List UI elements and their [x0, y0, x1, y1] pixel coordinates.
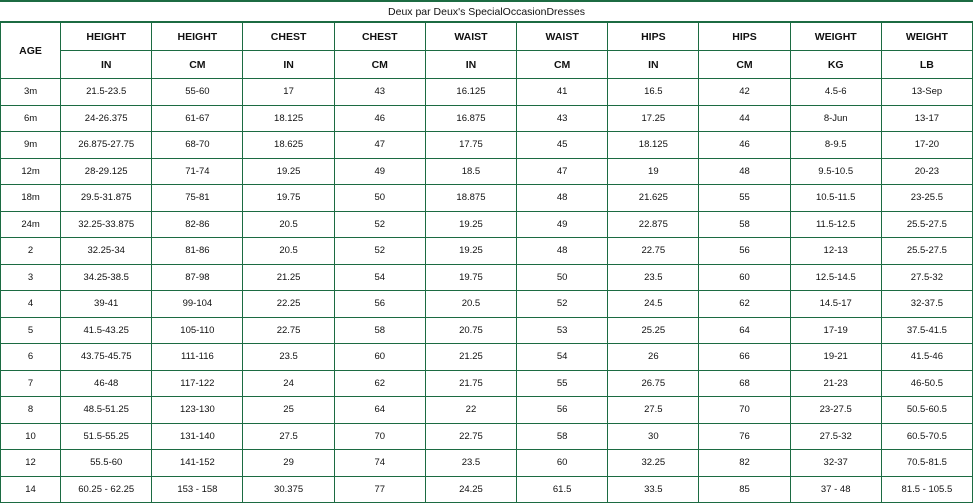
- cell-measurement: 47: [334, 132, 425, 159]
- cell-measurement: 12.5-14.5: [790, 264, 881, 291]
- cell-measurement: 70: [699, 397, 790, 424]
- cell-measurement: 20.5: [425, 291, 516, 318]
- cell-measurement: 70.5-81.5: [881, 450, 972, 477]
- cell-measurement: 22.875: [608, 211, 699, 238]
- cell-measurement: 50: [334, 185, 425, 212]
- cell-measurement: 32.25-33.875: [61, 211, 152, 238]
- cell-measurement: 60.5-70.5: [881, 423, 972, 450]
- cell-measurement: 21.25: [425, 344, 516, 371]
- cell-measurement: 61.5: [517, 476, 608, 503]
- cell-measurement: 19.25: [425, 211, 516, 238]
- cell-measurement: 99-104: [152, 291, 243, 318]
- cell-measurement: 56: [517, 397, 608, 424]
- cell-measurement: 17.25: [608, 105, 699, 132]
- cell-age: 8: [1, 397, 61, 424]
- cell-measurement: 60: [517, 450, 608, 477]
- cell-measurement: 24.25: [425, 476, 516, 503]
- cell-measurement: 26.875-27.75: [61, 132, 152, 159]
- cell-measurement: 32.25: [608, 450, 699, 477]
- cell-measurement: 32.25-34: [61, 238, 152, 265]
- cell-measurement: 32-37.5: [881, 291, 972, 318]
- table-row: [1, 423, 973, 450]
- cell-measurement: 46: [699, 132, 790, 159]
- cell-measurement: 61-67: [152, 105, 243, 132]
- cell-measurement: 21.625: [608, 185, 699, 212]
- cell-measurement: 24: [243, 370, 334, 397]
- cell-measurement: 66: [699, 344, 790, 371]
- cell-measurement: 27.5-32: [881, 264, 972, 291]
- cell-measurement: 82-86: [152, 211, 243, 238]
- header-measure: CHEST: [334, 23, 425, 51]
- cell-age: 14: [1, 476, 61, 503]
- cell-measurement: 26.75: [608, 370, 699, 397]
- cell-measurement: 47: [517, 158, 608, 185]
- cell-measurement: 8-Jun: [790, 105, 881, 132]
- cell-age: 12m: [1, 158, 61, 185]
- cell-measurement: 17-19: [790, 317, 881, 344]
- cell-measurement: 27.5: [243, 423, 334, 450]
- cell-measurement: 54: [517, 344, 608, 371]
- table-row: [1, 79, 973, 106]
- header-measure: CHEST: [243, 23, 334, 51]
- cell-measurement: 43: [517, 105, 608, 132]
- cell-measurement: 11.5-12.5: [790, 211, 881, 238]
- table-row: [1, 158, 973, 185]
- table-row: [1, 397, 973, 424]
- cell-measurement: 60: [699, 264, 790, 291]
- table-row: [1, 344, 973, 371]
- cell-measurement: 44: [699, 105, 790, 132]
- header-row-units: [1, 51, 973, 79]
- cell-measurement: 26: [608, 344, 699, 371]
- cell-measurement: 21.25: [243, 264, 334, 291]
- cell-age: 5: [1, 317, 61, 344]
- header-measure: HIPS: [699, 23, 790, 51]
- document-title-bar: [0, 0, 973, 22]
- cell-measurement: 45: [517, 132, 608, 159]
- cell-measurement: 123-130: [152, 397, 243, 424]
- cell-age: 9m: [1, 132, 61, 159]
- cell-measurement: 48: [517, 185, 608, 212]
- cell-measurement: 14.5-17: [790, 291, 881, 318]
- cell-measurement: 25.5-27.5: [881, 238, 972, 265]
- cell-measurement: 30: [608, 423, 699, 450]
- cell-measurement: 19-21: [790, 344, 881, 371]
- cell-measurement: 50: [517, 264, 608, 291]
- header-unit: CM: [334, 51, 425, 79]
- cell-age: 6: [1, 344, 61, 371]
- cell-measurement: 27.5: [608, 397, 699, 424]
- cell-measurement: 18.625: [243, 132, 334, 159]
- cell-measurement: 58: [517, 423, 608, 450]
- cell-measurement: 13-17: [881, 105, 972, 132]
- cell-measurement: 54: [334, 264, 425, 291]
- cell-measurement: 4.5-6: [790, 79, 881, 106]
- header-unit: CM: [152, 51, 243, 79]
- cell-measurement: 50.5-60.5: [881, 397, 972, 424]
- cell-measurement: 55-60: [152, 79, 243, 106]
- cell-measurement: 55.5-60: [61, 450, 152, 477]
- page-title: Deux par Deux's SpecialOccasionDresses: [388, 5, 585, 18]
- header-measure: WEIGHT: [881, 23, 972, 51]
- cell-measurement: 17.75: [425, 132, 516, 159]
- cell-measurement: 9.5-10.5: [790, 158, 881, 185]
- cell-measurement: 81-86: [152, 238, 243, 265]
- cell-measurement: 74: [334, 450, 425, 477]
- cell-measurement: 20.5: [243, 238, 334, 265]
- cell-measurement: 16.875: [425, 105, 516, 132]
- cell-measurement: 10.5-11.5: [790, 185, 881, 212]
- table-row: [1, 132, 973, 159]
- cell-measurement: 105-110: [152, 317, 243, 344]
- cell-measurement: 81.5 - 105.5: [881, 476, 972, 503]
- cell-measurement: 68-70: [152, 132, 243, 159]
- header-unit: IN: [61, 51, 152, 79]
- cell-measurement: 53: [517, 317, 608, 344]
- header-unit: IN: [243, 51, 334, 79]
- cell-measurement: 32-37: [790, 450, 881, 477]
- cell-measurement: 18.5: [425, 158, 516, 185]
- cell-measurement: 34.25-38.5: [61, 264, 152, 291]
- cell-measurement: 41.5-46: [881, 344, 972, 371]
- table-header: [1, 23, 973, 79]
- cell-measurement: 49: [334, 158, 425, 185]
- cell-measurement: 58: [699, 211, 790, 238]
- cell-age: 7: [1, 370, 61, 397]
- cell-measurement: 77: [334, 476, 425, 503]
- cell-measurement: 22.25: [243, 291, 334, 318]
- cell-measurement: 68: [699, 370, 790, 397]
- cell-measurement: 52: [517, 291, 608, 318]
- cell-measurement: 52: [334, 211, 425, 238]
- cell-measurement: 12-13: [790, 238, 881, 265]
- cell-measurement: 30.375: [243, 476, 334, 503]
- cell-measurement: 16.125: [425, 79, 516, 106]
- cell-measurement: 75-81: [152, 185, 243, 212]
- header-measure: HEIGHT: [152, 23, 243, 51]
- cell-measurement: 21.75: [425, 370, 516, 397]
- cell-measurement: 23-27.5: [790, 397, 881, 424]
- cell-measurement: 23.5: [608, 264, 699, 291]
- cell-measurement: 18.125: [608, 132, 699, 159]
- cell-measurement: 41: [517, 79, 608, 106]
- cell-measurement: 28-29.125: [61, 158, 152, 185]
- cell-age: 3m: [1, 79, 61, 106]
- size-chart-table: [0, 22, 973, 503]
- cell-measurement: 46-48: [61, 370, 152, 397]
- header-unit: CM: [517, 51, 608, 79]
- cell-measurement: 56: [699, 238, 790, 265]
- table-row: [1, 317, 973, 344]
- cell-measurement: 22.75: [425, 423, 516, 450]
- cell-measurement: 16.5: [608, 79, 699, 106]
- header-age: AGE: [1, 23, 61, 79]
- cell-age: 10: [1, 423, 61, 450]
- table-body: [1, 79, 973, 503]
- cell-measurement: 51.5-55.25: [61, 423, 152, 450]
- cell-measurement: 76: [699, 423, 790, 450]
- cell-measurement: 20.75: [425, 317, 516, 344]
- cell-measurement: 52: [334, 238, 425, 265]
- cell-measurement: 62: [334, 370, 425, 397]
- cell-measurement: 64: [334, 397, 425, 424]
- header-measure: WAIST: [425, 23, 516, 51]
- cell-measurement: 48: [699, 158, 790, 185]
- cell-measurement: 25.25: [608, 317, 699, 344]
- cell-measurement: 19.25: [243, 158, 334, 185]
- cell-measurement: 29: [243, 450, 334, 477]
- cell-measurement: 21-23: [790, 370, 881, 397]
- cell-measurement: 24-26.375: [61, 105, 152, 132]
- cell-measurement: 153 - 158: [152, 476, 243, 503]
- cell-measurement: 20.5: [243, 211, 334, 238]
- cell-measurement: 117-122: [152, 370, 243, 397]
- cell-measurement: 71-74: [152, 158, 243, 185]
- header-measure: WAIST: [517, 23, 608, 51]
- cell-measurement: 22: [425, 397, 516, 424]
- table-row: [1, 238, 973, 265]
- cell-age: 4: [1, 291, 61, 318]
- cell-measurement: 19.75: [243, 185, 334, 212]
- cell-measurement: 60.25 - 62.25: [61, 476, 152, 503]
- header-unit: KG: [790, 51, 881, 79]
- cell-measurement: 22.75: [243, 317, 334, 344]
- cell-measurement: 111-116: [152, 344, 243, 371]
- cell-measurement: 87-98: [152, 264, 243, 291]
- header-unit: IN: [608, 51, 699, 79]
- cell-measurement: 46: [334, 105, 425, 132]
- table-row: [1, 370, 973, 397]
- cell-measurement: 58: [334, 317, 425, 344]
- cell-measurement: 55: [699, 185, 790, 212]
- cell-measurement: 19.75: [425, 264, 516, 291]
- table-row: [1, 105, 973, 132]
- cell-measurement: 23.5: [243, 344, 334, 371]
- header-unit: CM: [699, 51, 790, 79]
- cell-measurement: 43: [334, 79, 425, 106]
- cell-measurement: 22.75: [608, 238, 699, 265]
- cell-age: 12: [1, 450, 61, 477]
- header-measure: WEIGHT: [790, 23, 881, 51]
- cell-measurement: 62: [699, 291, 790, 318]
- cell-measurement: 64: [699, 317, 790, 344]
- cell-measurement: 25: [243, 397, 334, 424]
- cell-age: 18m: [1, 185, 61, 212]
- cell-measurement: 43.75-45.75: [61, 344, 152, 371]
- cell-measurement: 37.5-41.5: [881, 317, 972, 344]
- table-row: [1, 291, 973, 318]
- cell-measurement: 24.5: [608, 291, 699, 318]
- cell-measurement: 39-41: [61, 291, 152, 318]
- cell-measurement: 141-152: [152, 450, 243, 477]
- cell-measurement: 21.5-23.5: [61, 79, 152, 106]
- header-measure: HEIGHT: [61, 23, 152, 51]
- cell-measurement: 85: [699, 476, 790, 503]
- header-unit: LB: [881, 51, 972, 79]
- cell-measurement: 23.5: [425, 450, 516, 477]
- cell-age: 6m: [1, 105, 61, 132]
- cell-measurement: 17-20: [881, 132, 972, 159]
- header-unit: IN: [425, 51, 516, 79]
- cell-measurement: 23-25.5: [881, 185, 972, 212]
- cell-measurement: 55: [517, 370, 608, 397]
- cell-measurement: 56: [334, 291, 425, 318]
- cell-measurement: 17: [243, 79, 334, 106]
- table-row: [1, 211, 973, 238]
- cell-measurement: 18.125: [243, 105, 334, 132]
- header-measure: HIPS: [608, 23, 699, 51]
- cell-measurement: 20-23: [881, 158, 972, 185]
- cell-measurement: 82: [699, 450, 790, 477]
- cell-measurement: 27.5-32: [790, 423, 881, 450]
- cell-measurement: 25.5-27.5: [881, 211, 972, 238]
- cell-measurement: 37 - 48: [790, 476, 881, 503]
- cell-age: 24m: [1, 211, 61, 238]
- cell-measurement: 48.5-51.25: [61, 397, 152, 424]
- cell-measurement: 46-50.5: [881, 370, 972, 397]
- cell-measurement: 18.875: [425, 185, 516, 212]
- cell-measurement: 41.5-43.25: [61, 317, 152, 344]
- cell-measurement: 131-140: [152, 423, 243, 450]
- cell-measurement: 29.5-31.875: [61, 185, 152, 212]
- table-row: [1, 476, 973, 503]
- table-row: [1, 185, 973, 212]
- cell-measurement: 13-Sep: [881, 79, 972, 106]
- cell-measurement: 33.5: [608, 476, 699, 503]
- table-row: [1, 264, 973, 291]
- cell-measurement: 42: [699, 79, 790, 106]
- cell-measurement: 49: [517, 211, 608, 238]
- header-row-measures: [1, 23, 973, 51]
- cell-age: 2: [1, 238, 61, 265]
- cell-age: 3: [1, 264, 61, 291]
- cell-measurement: 19.25: [425, 238, 516, 265]
- cell-measurement: 8-9.5: [790, 132, 881, 159]
- cell-measurement: 48: [517, 238, 608, 265]
- table-row: [1, 450, 973, 477]
- cell-measurement: 60: [334, 344, 425, 371]
- cell-measurement: 70: [334, 423, 425, 450]
- cell-measurement: 19: [608, 158, 699, 185]
